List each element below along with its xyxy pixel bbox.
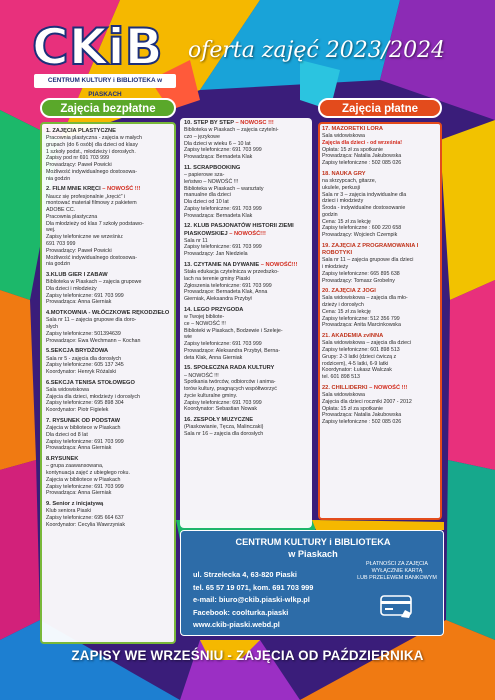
contact-lines [193, 569, 353, 632]
info-title [181, 537, 445, 561]
class-detail-line: Zapisy telefoniczne : 600 220 658 [322, 225, 402, 232]
class-detail-line: Spotkania twórców, odbiorców i anima- [184, 379, 276, 386]
class-detail-line: wie [184, 334, 192, 341]
class-title: 6.SEKCJA TENISA STOŁOWEGO [46, 379, 135, 386]
class-detail-line: Zapisy telefoniczne we wrześniu: [46, 234, 124, 241]
class-title: 4.MOTKOWNIA - WŁÓCZKOWE RĘKODZIEŁO [46, 310, 170, 317]
class-detail-line: Pracownia plastyczna [46, 213, 98, 220]
class-detail-line: Biblioteka w Piaskach – zajęcia grupowe [46, 279, 142, 286]
class-detail-line: – grupa zaawansowana, [46, 463, 104, 470]
class-item [46, 456, 172, 497]
class-detail-line: Koordynator: Cecylia Wawrzyniak [46, 521, 125, 528]
class-detail-line: Zapisy telefoniczne : 502 085 026 [322, 160, 402, 167]
class-detail-line: Zapisy telefoniczne: 691 703 999 [46, 292, 124, 299]
class-detail-line: Prowadzący: Paweł Powicki [46, 162, 112, 169]
class-title: 3.KLUB GIER I ZABAW [46, 272, 108, 279]
class-detail-line: Prowadzące: Bernadeta Klak, Anna [184, 289, 268, 296]
class-detail-line: grupach (do 6 osób) dla dzieci od klasy [46, 141, 138, 148]
class-detail-line: Sala nr 3 – zajęcia indywidualne dla [322, 191, 407, 198]
logo-letters-text: CKiB [32, 18, 163, 70]
class-item [46, 272, 172, 306]
class-detail-line: lach na terenie gminy Piaski [184, 275, 250, 282]
class-detail-line: Dla młodzieży od klas 7 szkoły podstawo- [46, 220, 144, 227]
class-detail-line: Zapisy telefoniczne: 691 703 999 [46, 438, 124, 445]
class-detail-line: Biblioteka w Piaskach – warsztaty [184, 185, 264, 192]
class-detail-line: Zapisy telefoniczne: 665 895 638 [322, 270, 400, 277]
class-detail-line: Zapisy telefoniczne: 605 137 345 [46, 362, 124, 369]
class-detail-line: Biblioteka w Piaskach – zajęcia czytelni- [184, 127, 279, 134]
payment-line-3: LUB PRZELEWEM BANKOWYM [357, 575, 437, 582]
class-detail-line: w Twojej bibliote- [184, 314, 225, 321]
class-detail-line: godzin [322, 211, 338, 218]
class-title: 12. KLUB PASJONATÓW HISTORII ZIEMI PIASKOWSKIEJ – NOWOŚĆ!!! [184, 223, 294, 237]
class-detail-line: Pracownia plastyczna - zajęcia w małych [46, 135, 142, 142]
class-title: 5.SEKCJA BRYDŻOWA [46, 348, 109, 355]
class-detail-line: – NOWOŚĆ !!! [184, 372, 219, 379]
class-detail-line: Opłata: 15 zł za spotkanie [322, 405, 383, 412]
contact-info-box [180, 530, 444, 636]
class-detail-line: Zajęcia dla dzieci roczniki 2007 - 2012 [322, 398, 412, 405]
class-detail-line: Prowadząca: Anna Gierniak [46, 299, 112, 306]
class-detail-line: Zapisy telefoniczne: 691 703 999 [184, 147, 262, 154]
class-detail-line: Sala widowiskowa [322, 392, 365, 399]
class-detail-line: Dla dzieci od 10 lat [184, 199, 229, 206]
class-detail-line: Koordynator: Piotr Figielek [46, 407, 109, 414]
class-detail-line: ukulele, perkusji [322, 184, 360, 191]
payment-text [353, 561, 441, 582]
class-detail-line: dzieży i dorosłych [322, 302, 364, 309]
class-detail-line: Zajęcia dla dzieci - od września! [322, 139, 403, 146]
class-title: 17. MAŻORETKI LORA [322, 126, 383, 132]
class-detail-line: leństwo – NOWOŚĆ !!! [184, 178, 239, 185]
class-detail-line: Koordynator: Henryk Różalski [46, 369, 117, 376]
class-item [46, 186, 172, 268]
class-title: 21. AKADEMIA zvINNA [322, 333, 384, 340]
class-detail-line: Sala widowiskowa – zajęcia dla dzieci [322, 340, 411, 347]
class-detail-line: Zajęcia w bibliotece w Piaskach [46, 425, 121, 432]
class-detail-line: Prowadząca: Anita Marcinkowska [322, 322, 401, 329]
class-detail-line: Zajęcia dla dzieci, młodzieży i dorosłych [46, 393, 140, 400]
class-detail-line: Opłata: 15 zł za spotkanie [322, 146, 383, 153]
class-detail-line: Zapisy telefoniczne: 691 703 999 [184, 244, 262, 251]
class-detail-line: Zgłoszenia telefoniczne: 691 703 999 [184, 282, 272, 289]
class-detail-line: Sala nr 16 – zajęcia dla dorosłych [184, 431, 264, 438]
class-detail-line: Cena: 15 zł za lekcję [322, 218, 371, 225]
phone: tel. 65 57 19 071, kom. 691 703 999 [193, 582, 314, 592]
class-item [46, 310, 172, 344]
class-detail-line: Prowadząca: Bernadeta Klak [184, 154, 253, 161]
free-classes-list [46, 128, 172, 640]
payment-line-2: WYŁĄCZNIE KARTĄ [371, 568, 423, 575]
class-detail-line: deta Klak, Anna Gierniak [184, 354, 243, 361]
class-detail-line: Sala widowiskowa [322, 133, 365, 140]
payment-line-1: PŁATNOŚCI ZA ZAJĘCIA [366, 561, 428, 567]
class-item [46, 128, 172, 182]
class-item [184, 165, 310, 219]
class-title: 15. SPOŁECZNA RADA KULTURY [184, 365, 275, 372]
info-title-line1: CENTRUM KULTURY i BIBLIOTEKA [235, 537, 391, 547]
class-detail-line: manualne dla dzieci [184, 192, 231, 199]
class-detail-line: Zapisy telefoniczne: 695 664 637 [46, 515, 124, 522]
class-title: 14. LEGO PRZYGODA [184, 306, 244, 313]
class-title: 11. SCRAPBOOKING [184, 164, 241, 171]
class-title: 9. Senior z inicjatywą [46, 501, 104, 508]
new-badge: – NOWOŚĆ !!! [367, 384, 408, 391]
class-item [46, 380, 172, 414]
tab-paid-classes: Zajęcia płatne [318, 98, 442, 118]
class-detail-line: Prowadząca: Anna Gierniak [46, 490, 112, 497]
new-badge: – NOWOŚĆ!!! [259, 261, 298, 268]
class-detail-line: Koordynator: Sebastian Nowak [184, 406, 258, 413]
class-detail-line: wej. [46, 227, 56, 234]
class-detail-line: Zapisy telefoniczne: 501394639 [46, 330, 121, 337]
class-title: 13. CZYTANIE NA DYWANIE – NOWOŚĆ!!! [184, 261, 298, 268]
class-detail-line: nia godzin [46, 175, 71, 182]
free-classes-list-continued [184, 120, 310, 524]
class-detail-line: Koordynator: Łukasz Walczak [322, 367, 392, 374]
class-detail-line: Prowadząca: Natalia Jakubowska [322, 153, 402, 160]
class-item [184, 120, 310, 161]
new-badge: – NOWOŚĆ !!! [100, 186, 141, 193]
class-detail-line: ce – NOWOŚĆ !!! [184, 320, 226, 327]
paid-classes-list [322, 126, 440, 518]
class-detail-line: na skrzypcach, gitarze, [322, 178, 377, 185]
ckib-logo-mark [30, 18, 180, 70]
class-detail-line: Klub seniora Piaski [46, 508, 92, 515]
class-detail-line: montować materiał filmowy z pakietem [46, 200, 137, 207]
class-detail-line: Zapisy telefoniczne: 512 356 799 [322, 315, 400, 322]
class-detail-line: Możliwość indywidualnego dostosowa- [46, 254, 137, 261]
class-item [184, 262, 310, 303]
class-detail-line: Sala widowiskowa [46, 386, 89, 393]
class-detail-line: torów kultury, pragnących współtworzyć [184, 386, 277, 393]
class-detail-line: Grupy: 2-3 latki (dzieci ćwiczą z [322, 353, 397, 360]
logo-subtitle: CENTRUM KULTURY i BIBLIOTEKA w PIASKACH [34, 74, 176, 88]
class-detail-line: Zapisy telefoniczne: 691 703 999 [46, 483, 124, 490]
class-detail-line: i młodzieży [322, 263, 349, 270]
logo [30, 18, 180, 98]
class-detail-line: Możliwość indywidualnego dostosowa- [46, 168, 137, 175]
class-detail-line: Sala nr 5 - zajęcia dla dorosłych [46, 355, 122, 362]
new-badge: – NOWOŚĆ !!! [233, 120, 274, 126]
class-title: 22. CHILLIDERKI – NOWOŚĆ !!! [322, 384, 408, 391]
class-detail-line: Prowadzący: Paweł Powicki [46, 247, 112, 254]
class-title: 8.RYSUNEK [46, 456, 79, 463]
class-detail-line: Prowadzący: Wojciech Czempik [322, 232, 398, 239]
class-detail-line: Prowadząca: Natalia Jakubowska [322, 412, 402, 419]
class-item [322, 385, 440, 426]
class-detail-line: Środa - indywidualne dostosowanie [322, 205, 406, 212]
class-detail-line: Zapisy telefoniczne : 502 085 026 [322, 419, 402, 426]
class-detail-line: Zapisy telefoniczne: 601 898 513 [322, 347, 400, 354]
class-detail-line: nia godzin [46, 261, 71, 268]
class-detail-line: Sala widowiskowa – zajęcia dla mło- [322, 295, 408, 302]
class-detail-line: życie kulturalne gminy. [184, 392, 238, 399]
class-title: 16. ZESPOŁY MUZYCZNE [184, 417, 254, 424]
class-item [46, 501, 172, 528]
class-detail-line: dzieci i młodzieży [322, 198, 364, 205]
class-item [46, 418, 172, 452]
class-detail-line: Prowadzący: Jan Niedziela [184, 251, 248, 258]
class-detail-line: Cena: 15 zł za lekcję [322, 308, 371, 315]
class-title: 20. ZAJĘCIA Z JOGI [322, 288, 376, 295]
class-detail-line: 691 703 999 [46, 240, 76, 247]
class-detail-line: Zajęcia w bibliotece w Piaskach [46, 476, 121, 483]
class-title: 1. ZAJĘCIA PLASTYCZNE [46, 128, 116, 134]
page-title: oferta zajęć 2023/2024 [188, 38, 446, 63]
class-detail-line: Zapisy telefoniczne: 691 703 999 [184, 399, 262, 406]
class-title: 19. ZAJĘCIA Z PROGRAMOWANIA I ROBOTYKI [322, 242, 419, 257]
class-detail-line: rodzicem), 4-5 latki, 6-9 latki [322, 360, 389, 367]
payment-note [353, 561, 441, 633]
class-item [184, 307, 310, 361]
card-payment-icon [379, 593, 415, 619]
tab-free-classes: Zajęcia bezpłatne [40, 98, 176, 118]
class-detail-line: Zapisy telefoniczne: 691 703 999 [184, 341, 262, 348]
class-detail-line: Zapisy pod nr 691 703 999 [46, 155, 110, 162]
class-detail-line: Prowadząca: Anna Gierniak [46, 445, 112, 452]
class-detail-line: Gierniak, Aleksandra Przybył [184, 296, 252, 303]
class-detail-line: tel. 601 898 513 [322, 374, 360, 381]
class-detail-line: czo – językowe [184, 133, 220, 140]
class-item [322, 126, 440, 167]
class-item [184, 365, 310, 413]
class-item [184, 223, 310, 258]
class-item [322, 243, 440, 284]
class-detail-line: Biblioteki w Piaskach, Bodzewie i Szeleje- [184, 327, 283, 334]
class-detail-line: – papierowe sza- [184, 172, 225, 179]
class-item [46, 348, 172, 375]
class-detail-line: Dla dzieci i młodzieży [46, 285, 97, 292]
class-item [322, 333, 440, 381]
email: e-mail: biuro@ckib.piaski-wlkp.pl [193, 595, 310, 604]
class-detail-line: kontynuacja zajęć z ubiegłego roku. [46, 470, 130, 477]
class-detail-line: Sala nr 11 [184, 237, 208, 244]
website: www.ckib-piaski.webd.pl [193, 620, 280, 629]
class-title: 7. RYSUNEK OD PODSTAW [46, 418, 120, 425]
class-detail-line: słych [46, 324, 59, 331]
class-title: 2. FILM MNIE KRĘCI – NOWOŚĆ !!! [46, 186, 141, 193]
class-item [322, 288, 440, 329]
class-detail-line: (Piaskowianie, Tęcza, Malinczaki) [184, 424, 264, 431]
class-detail-line: Dla dzieci w wieku 6 – 10 lat [184, 140, 251, 147]
class-detail-line: Zapisy telefoniczne: 695 898 304 [46, 400, 124, 407]
class-title: 18. NAUKA GRY [322, 170, 366, 177]
class-detail-line: Sala nr 11 – zajęcia grupowe dla doro- [46, 317, 137, 324]
class-detail-line: Stała edukacja czytelnicza w przedszko- [184, 269, 279, 276]
class-detail-line: Dla dzieci od 8 lat [46, 431, 88, 438]
class-detail-line: Prowadzące: Ewa Wechmann – Kochan [46, 337, 141, 344]
address: ul. Strzelecka 4, 63-820 Piaski [193, 570, 297, 579]
class-detail-line: Naucz się profesjonalnie „kręcić” i [46, 193, 126, 200]
class-detail-line: Sala nr 11 – zajęcia grupowe dla dzieci [322, 257, 414, 264]
footer-banner: ZAPISY WE WRZEŚNIU - ZAJĘCIA OD PAŹDZIERNIKA [71, 648, 424, 663]
new-badge: – NOWOŚĆ!!! [227, 230, 266, 237]
facebook: Facebook: coolturka.piaski [193, 607, 289, 617]
class-detail-line: Prowadzący: Tomasz Grobelny [322, 277, 395, 284]
info-title-line2: w Piaskach [288, 548, 338, 559]
class-item [322, 171, 440, 239]
class-detail-line: Prowadząca: Bernadeta Klak [184, 212, 253, 219]
class-item [184, 417, 310, 438]
class-title: 10. STEP BY STEP – NOWOŚĆ !!! [184, 120, 274, 126]
class-detail-line: ADOBE CC. [46, 207, 76, 214]
class-detail-line: 1 szkoły podst., młodzieży i dorosłych. [46, 148, 136, 155]
class-detail-line: Zapisy telefoniczne: 691 703 999 [184, 205, 262, 212]
class-detail-line: Prowadzące: Aleksandra Przybył, Berna- [184, 347, 280, 354]
